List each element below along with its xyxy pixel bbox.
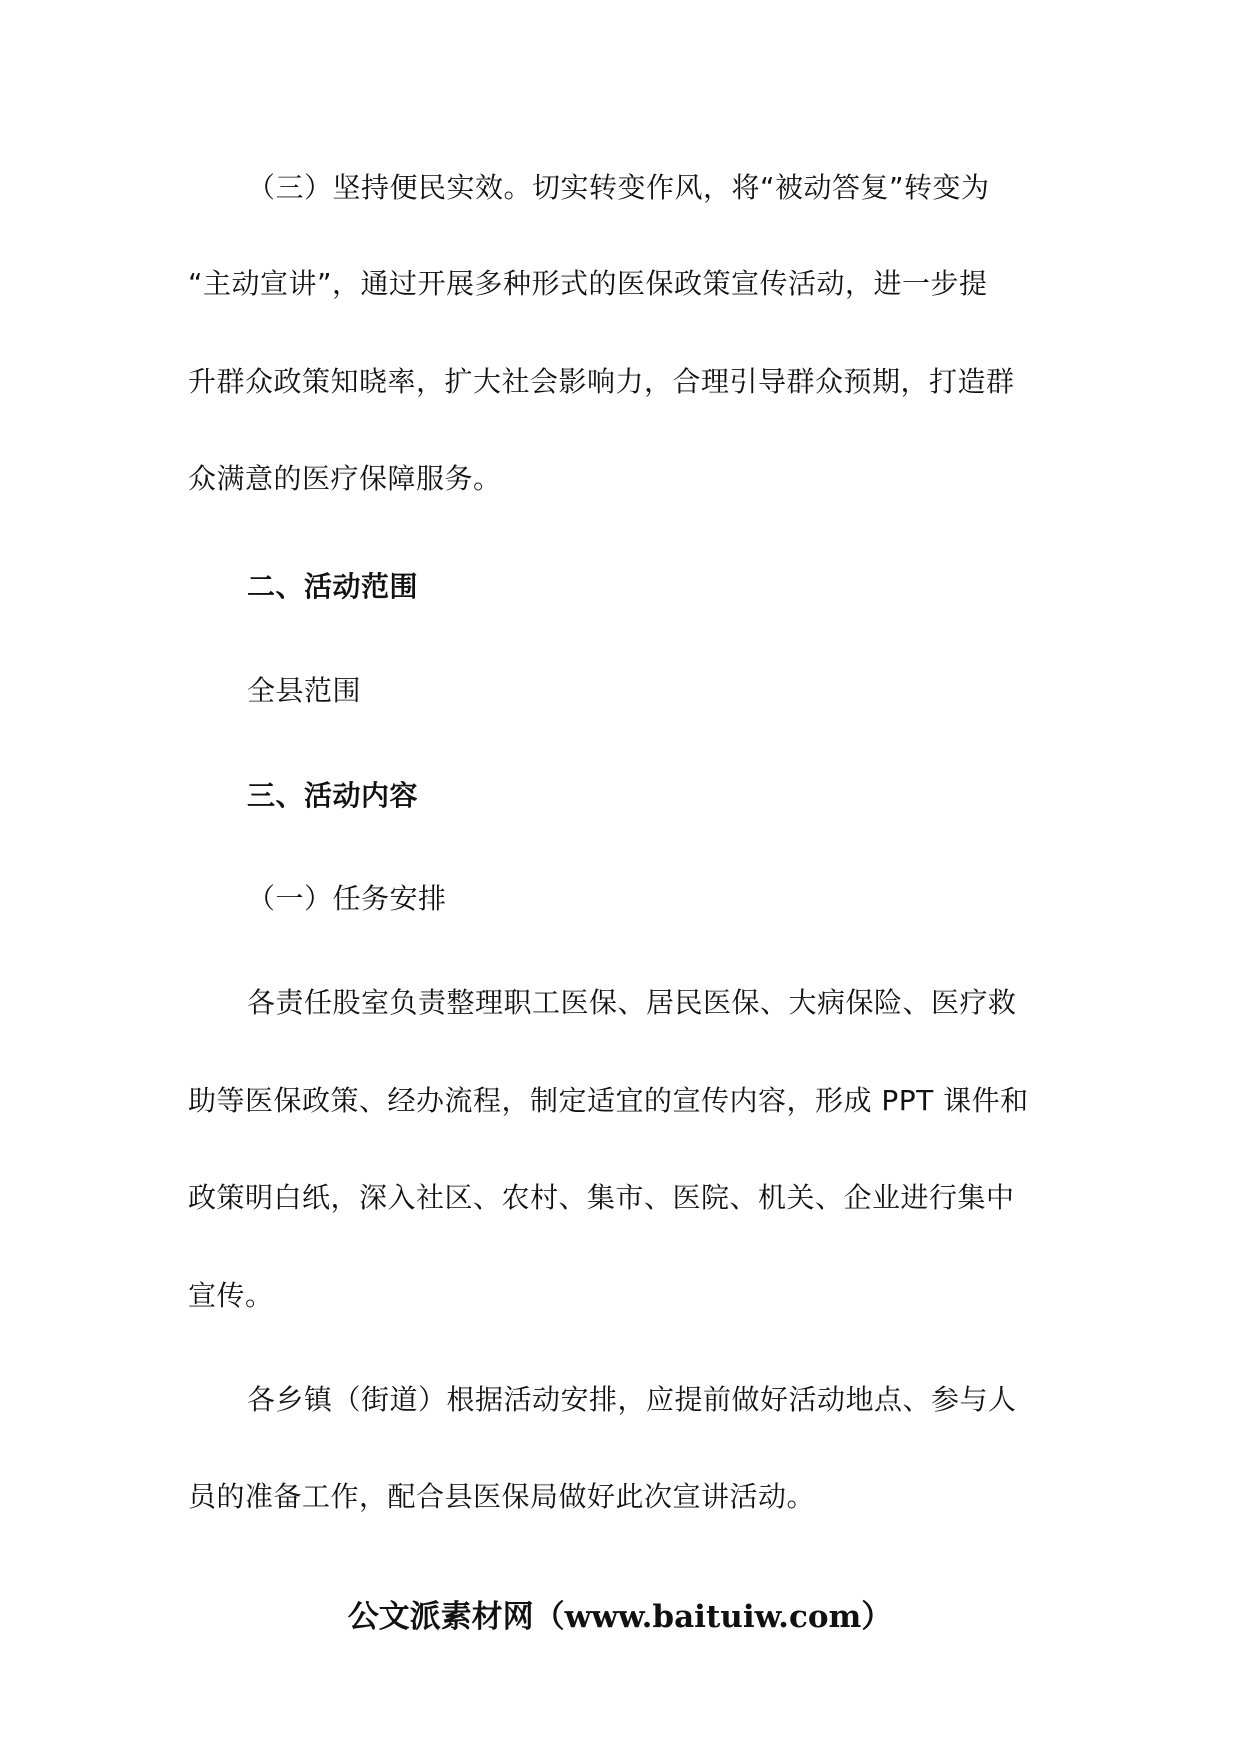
paragraph-line: 宣传。 <box>188 1279 274 1312</box>
paragraph-line: 众满意的医疗保障服务。 <box>188 462 502 495</box>
footer-site-name: 公文派素材网（www.baituiw.com） <box>347 1599 893 1635</box>
subheading-task-arrangement: （一）任务安排 <box>247 882 447 915</box>
scope-body: 全县范围 <box>247 674 362 707</box>
section-heading-scope: 二、活动范围 <box>247 570 419 603</box>
paragraph-line: 助等医保政策、经办流程，制定适宜的宣传内容，形成 PPT 课件和 <box>188 1084 1029 1117</box>
paragraph-line: 员的准备工作，配合县医保局做好此次宣讲活动。 <box>188 1480 816 1513</box>
paragraph-line: “主动宣讲”，通过开展多种形式的医保政策宣传活动，进一步提 <box>188 267 988 300</box>
paragraph-line: 各乡镇（街道）根据活动安排，应提前做好活动地点、参与人 <box>247 1383 1017 1416</box>
paragraph-line: 升群众政策知晓率，扩大社会影响力，合理引导群众预期，打造群 <box>188 365 1015 398</box>
paragraph-line: 各责任股室负责整理职工医保、居民医保、大病保险、医疗救 <box>247 986 1017 1019</box>
paragraph-line: 政策明白纸，深入社区、农村、集市、医院、机关、企业进行集中 <box>188 1181 1015 1214</box>
section-heading-content: 三、活动内容 <box>247 779 419 812</box>
paragraph-line: （三）坚持便民实效。切实转变作风，将“被动答复”转变为 <box>247 171 990 204</box>
